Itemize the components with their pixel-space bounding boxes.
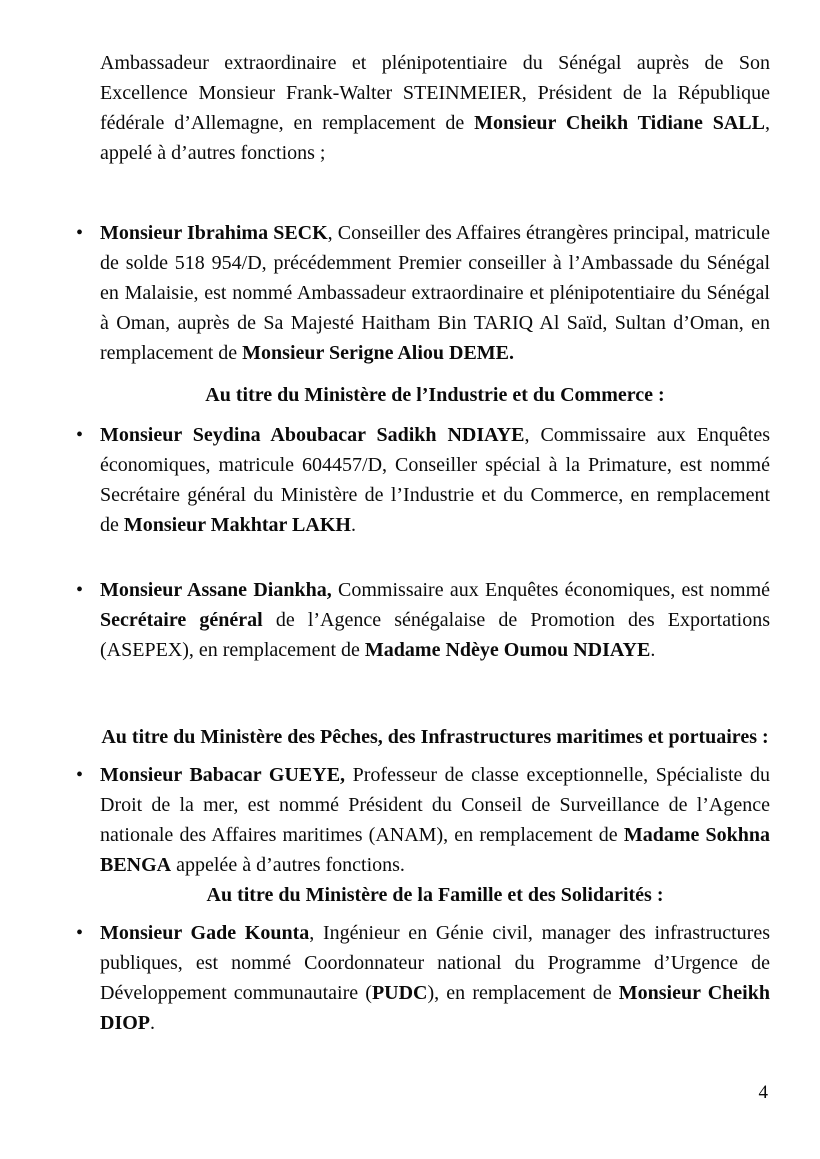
bullet-icon: • bbox=[76, 922, 84, 944]
text-run: appelée à d’autres fonctions. bbox=[171, 854, 405, 876]
bold-text-run: Monsieur Cheikh DIOP bbox=[100, 982, 770, 1034]
bold-text-run: Secrétaire général bbox=[100, 609, 263, 631]
bold-text-run: Madame Ndèye Oumou NDIAYE bbox=[364, 639, 651, 661]
text-run: , appelé à d’autres fonctions ; bbox=[100, 112, 770, 164]
text-run: Professeur de classe exceptionnelle, Spécialiste du Droit de la mer, est nommé Président du Conseil de Surveillance de l’Agence nationale des Affaires maritimes (ANAM), en remplacement de bbox=[100, 764, 770, 846]
bold-text-run: Monsieur Babacar GUEYE, bbox=[100, 764, 346, 786]
bullet-item bbox=[76, 420, 771, 540]
bold-text-run: Au titre du Ministère de la Famille et des Solidarités : bbox=[206, 884, 664, 906]
document-body bbox=[76, 48, 771, 1038]
bullet-icon: • bbox=[76, 579, 84, 601]
section-heading bbox=[100, 880, 770, 910]
section-heading bbox=[100, 722, 770, 752]
bold-text-run: Au titre du Ministère des Pêches, des Infrastructures maritimes et portuaires : bbox=[101, 726, 769, 748]
body-paragraph bbox=[100, 48, 770, 168]
bullet-icon: • bbox=[76, 764, 84, 786]
text-run: . bbox=[650, 639, 656, 661]
text-run: ), en remplacement de bbox=[427, 982, 619, 1004]
text-run: , Commissaire aux Enquêtes économiques, matricule 604457/D, Conseiller spécial à la Primature, est nommé Secrétaire général du Ministère de l’Industrie et du Commerce, en remplacement de bbox=[100, 424, 771, 536]
bullet-icon: • bbox=[76, 222, 84, 244]
bold-text-run: Monsieur Assane Diankha, bbox=[100, 579, 332, 601]
bullet-item bbox=[76, 575, 770, 665]
text-run: de l’Agence sénégalaise de Promotion des Exportations (ASEPEX), en remplacement de bbox=[100, 609, 770, 661]
bold-text-run: Au titre du Ministère de l’Industrie et du Commerce : bbox=[205, 384, 665, 406]
text-run: , Ingénieur en Génie civil, manager des infrastructures publiques, est nommé Coordonnateur national du Programme d’Urgence de Développement communautaire ( bbox=[100, 922, 771, 1004]
bullet-item bbox=[76, 760, 771, 880]
bullet-icon: • bbox=[76, 424, 84, 446]
bold-text-run: Monsieur Seydina Aboubacar Sadikh NDIAYE bbox=[100, 424, 525, 446]
bold-text-run: Madame Sokhna BENGA bbox=[100, 824, 771, 876]
bullet-item bbox=[76, 218, 770, 368]
bold-text-run: Monsieur Cheikh Tidiane SALL bbox=[474, 112, 765, 134]
bold-text-run: Monsieur Ibrahima SECK bbox=[100, 222, 328, 244]
text-run: Commissaire aux Enquêtes économiques, est nommé bbox=[331, 579, 770, 601]
bold-text-run: Monsieur Gade Kounta bbox=[100, 922, 310, 944]
text-run: . bbox=[150, 1012, 155, 1034]
bold-text-run: Monsieur Serigne Aliou DEME. bbox=[242, 342, 515, 364]
section-heading bbox=[100, 380, 770, 410]
text-run: , Conseiller des Affaires étrangères principal, matricule de solde 518 954/D, précédemment Premier conseiller à l’Ambassade du Sénégal en Malaisie, est nommé Ambassadeur extraordinaire et plénipotentiaire du Sénégal à Oman, auprès de Sa Majesté Haitham Bin TARIQ Al Saïd, Sultan d’Oman, en remplacement de bbox=[100, 222, 770, 364]
bold-text-run: Monsieur Makhtar LAKH bbox=[123, 514, 351, 536]
bullet-item bbox=[76, 918, 771, 1038]
bold-text-run: PUDC bbox=[371, 982, 428, 1004]
page-number: 4 bbox=[758, 1082, 768, 1103]
text-run: . bbox=[350, 514, 356, 536]
text-run: Ambassadeur extraordinaire et plénipotentiaire du Sénégal auprès de Son Excellence Monsieur Frank-Walter STEINMEIER, Président de la République fédérale d’Allemagne, en remplacement de bbox=[100, 52, 770, 134]
